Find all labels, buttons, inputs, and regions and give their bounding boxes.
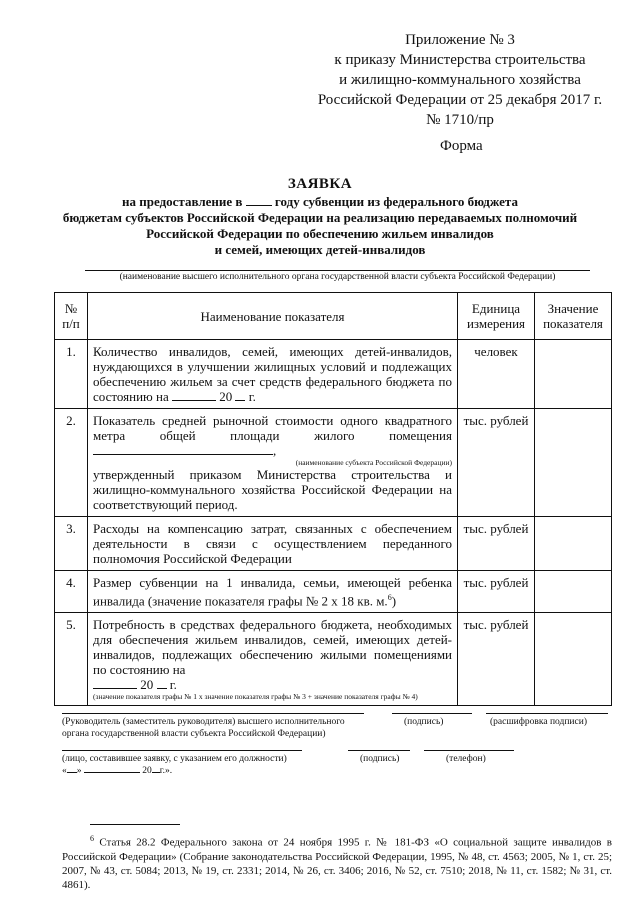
table-header-row <box>55 293 612 340</box>
subtitle-line3: Российской Федерации по обеспечению жильем инвалидов <box>146 226 494 241</box>
row-name <box>88 613 458 706</box>
date-blank <box>93 688 137 689</box>
footnote-text: Статья 28.2 Федерального закона от 24 ноября 1995 г. № 181-ФЗ «О социальной защите инвалидов в Российской Федерации» (Собрание законодательства Российской Федерации, 1995, № 48, ст. 4563; 2005, № 1, ст. 25; 2007, № 43, ст. 5084; 2013, № 19, ст. 2331; 2014, № 26, ст. 3406; 2016, № 52, ст. 7510; 2018, № 11, ст. 1582; № 31, ст. 4861). <box>62 836 612 891</box>
year-blank <box>157 688 167 689</box>
appendix-line: к приказу Министерства строительства <box>334 52 586 68</box>
appendix-line: Приложение № 3 <box>405 32 515 48</box>
row-num: 5. <box>55 613 88 706</box>
row-caption: (значение показателя графы № 1 х значение показателя графы № 3 + значение показателя графы № 4) <box>93 692 418 702</box>
head-caption: (Руководитель (заместитель руководителя) высшего исполнительного органа государственной власти субъекта Российской Федерации) <box>62 717 345 739</box>
table-row <box>55 517 612 571</box>
row-unit: человек <box>458 340 535 409</box>
date-close-quote: » <box>76 766 82 776</box>
row-year-suffix: г. <box>169 677 177 693</box>
header-unit: Единица измерения <box>458 293 535 340</box>
row-unit: тыс. рублей <box>458 517 535 571</box>
appendix-line: № 1710/пр <box>426 112 494 128</box>
document-title: ЗАЯВКА <box>287 176 353 192</box>
row-num: 3. <box>55 517 88 571</box>
appendix-header <box>300 30 620 130</box>
row-year-suffix: г. <box>248 389 256 404</box>
decode-caption: (расшифровка подписи) <box>490 717 587 727</box>
signature-line-1 <box>392 713 472 714</box>
form-label: Форма <box>440 138 483 154</box>
table-row <box>55 613 612 706</box>
subtitle-line4: и семей, имеющих детей-инвалидов <box>214 242 426 257</box>
footnote-mark: 6 <box>90 834 94 843</box>
table-row <box>55 409 612 517</box>
row-unit: тыс. рублей <box>458 571 535 613</box>
person-caption: (лицо, составившее заявку, с указанием его должности) <box>62 754 287 764</box>
person-line <box>62 750 302 751</box>
year-blank <box>246 205 272 206</box>
row-name: Показатель средней рыночной стоимости одного квадратного метра общей площади жилого помещения , (наименование субъекта Российской Федерации) утвержденный приказом Министерства строительства и жилищно-коммунального хозяйства Российской Федерации на соответствующий период. <box>88 409 458 517</box>
document-subtitle <box>40 194 600 258</box>
date-open-quote: « <box>62 766 67 776</box>
phone-caption: (телефон) <box>446 754 486 764</box>
subject-blank <box>93 454 273 455</box>
date-year: 20 <box>142 766 152 776</box>
phone-line <box>424 750 514 751</box>
row-name <box>88 571 458 613</box>
row-value-cell[interactable] <box>535 613 612 706</box>
row-value-cell[interactable] <box>535 517 612 571</box>
header-value: Значение показателя <box>535 293 612 340</box>
date-end: г.». <box>159 766 173 776</box>
appendix-line: Российской Федерации от 25 декабря 2017 г. <box>317 92 603 108</box>
signature-line-2 <box>348 750 410 751</box>
row-unit: тыс. рублей <box>458 613 535 706</box>
row-text-end: ) <box>391 593 397 609</box>
table-row <box>55 340 612 409</box>
row-num: 4. <box>55 571 88 613</box>
row-caption: (наименование субъекта Российской Федерации) <box>295 458 452 467</box>
row-text: Размер субвенции на 1 инвалида, семьи, имеющей ребенка инвалида (значение показателя графы № 2 х 18 кв. м. <box>93 575 452 609</box>
row-text: Показатель средней рыночной стоимости одного квадратного метра общей площади жилого помещения <box>93 413 452 443</box>
subtitle-line1 <box>40 194 600 210</box>
row-year: 20 <box>140 677 154 693</box>
row-value-cell[interactable] <box>535 571 612 613</box>
signature-caption-1: (подпись) <box>404 717 444 727</box>
row-value-cell[interactable] <box>535 340 612 409</box>
row-value-cell[interactable] <box>535 409 612 517</box>
date-blank <box>172 400 216 401</box>
row-num: 2. <box>55 409 88 517</box>
decode-line <box>486 713 608 714</box>
year-blank <box>235 400 245 401</box>
row-year: 20 <box>219 389 233 404</box>
row-text: утвержденный приказом Министерства строительства и жилищно-коммунального хозяйства Российской Федерации на соответствующий период. <box>93 467 452 512</box>
subtitle-line2: бюджетам субъектов Российской Федерации на реализацию передаваемых полномочий <box>62 210 578 225</box>
subtitle-pre: на предоставление в <box>122 194 243 209</box>
row-num: 1. <box>55 340 88 409</box>
appendix-line: и жилищно-коммунального хозяйства <box>339 72 581 88</box>
org-name-line <box>85 270 590 271</box>
month-blank <box>84 772 140 773</box>
signature-caption-2: (подпись) <box>360 754 400 764</box>
head-signature-line <box>62 713 364 714</box>
header-num: № п/п <box>55 293 88 340</box>
year-blank <box>152 772 160 773</box>
row-name: Расходы на компенсацию затрат, связанных с обеспечением деятельности в связи с осуществлением переданного полномочия Российской Федерации <box>88 517 458 571</box>
row-text: Потребность в средствах федерального бюджета, необходимых для обеспечения жильем инвалидов, семей, имеющих детей-инвалидов, подлежащих обеспечению жилыми помещениями по состоянию на <box>93 617 452 678</box>
header-name: Наименование показателя <box>88 293 458 340</box>
footnote-ref: 6 <box>387 593 392 602</box>
table-row <box>55 571 612 613</box>
row-name <box>88 340 458 409</box>
day-blank <box>67 772 77 773</box>
subtitle-post: году субвенции из федерального бюджета <box>274 194 518 209</box>
org-name-caption: (наименование высшего исполнительного органа государственной власти субъекта Российской Федерации) <box>119 272 556 282</box>
footnote <box>62 832 612 892</box>
date-line <box>62 765 172 777</box>
indicator-table <box>54 292 612 706</box>
footnote-separator <box>90 824 180 825</box>
row-unit: тыс. рублей <box>458 409 535 517</box>
row-text: Количество инвалидов, семей, имеющих детей-инвалидов, нуждающихся в улучшении жилищных условий и подлежащих обеспечению жильем за счет средств федерального бюджета по состоянию на <box>93 344 452 404</box>
